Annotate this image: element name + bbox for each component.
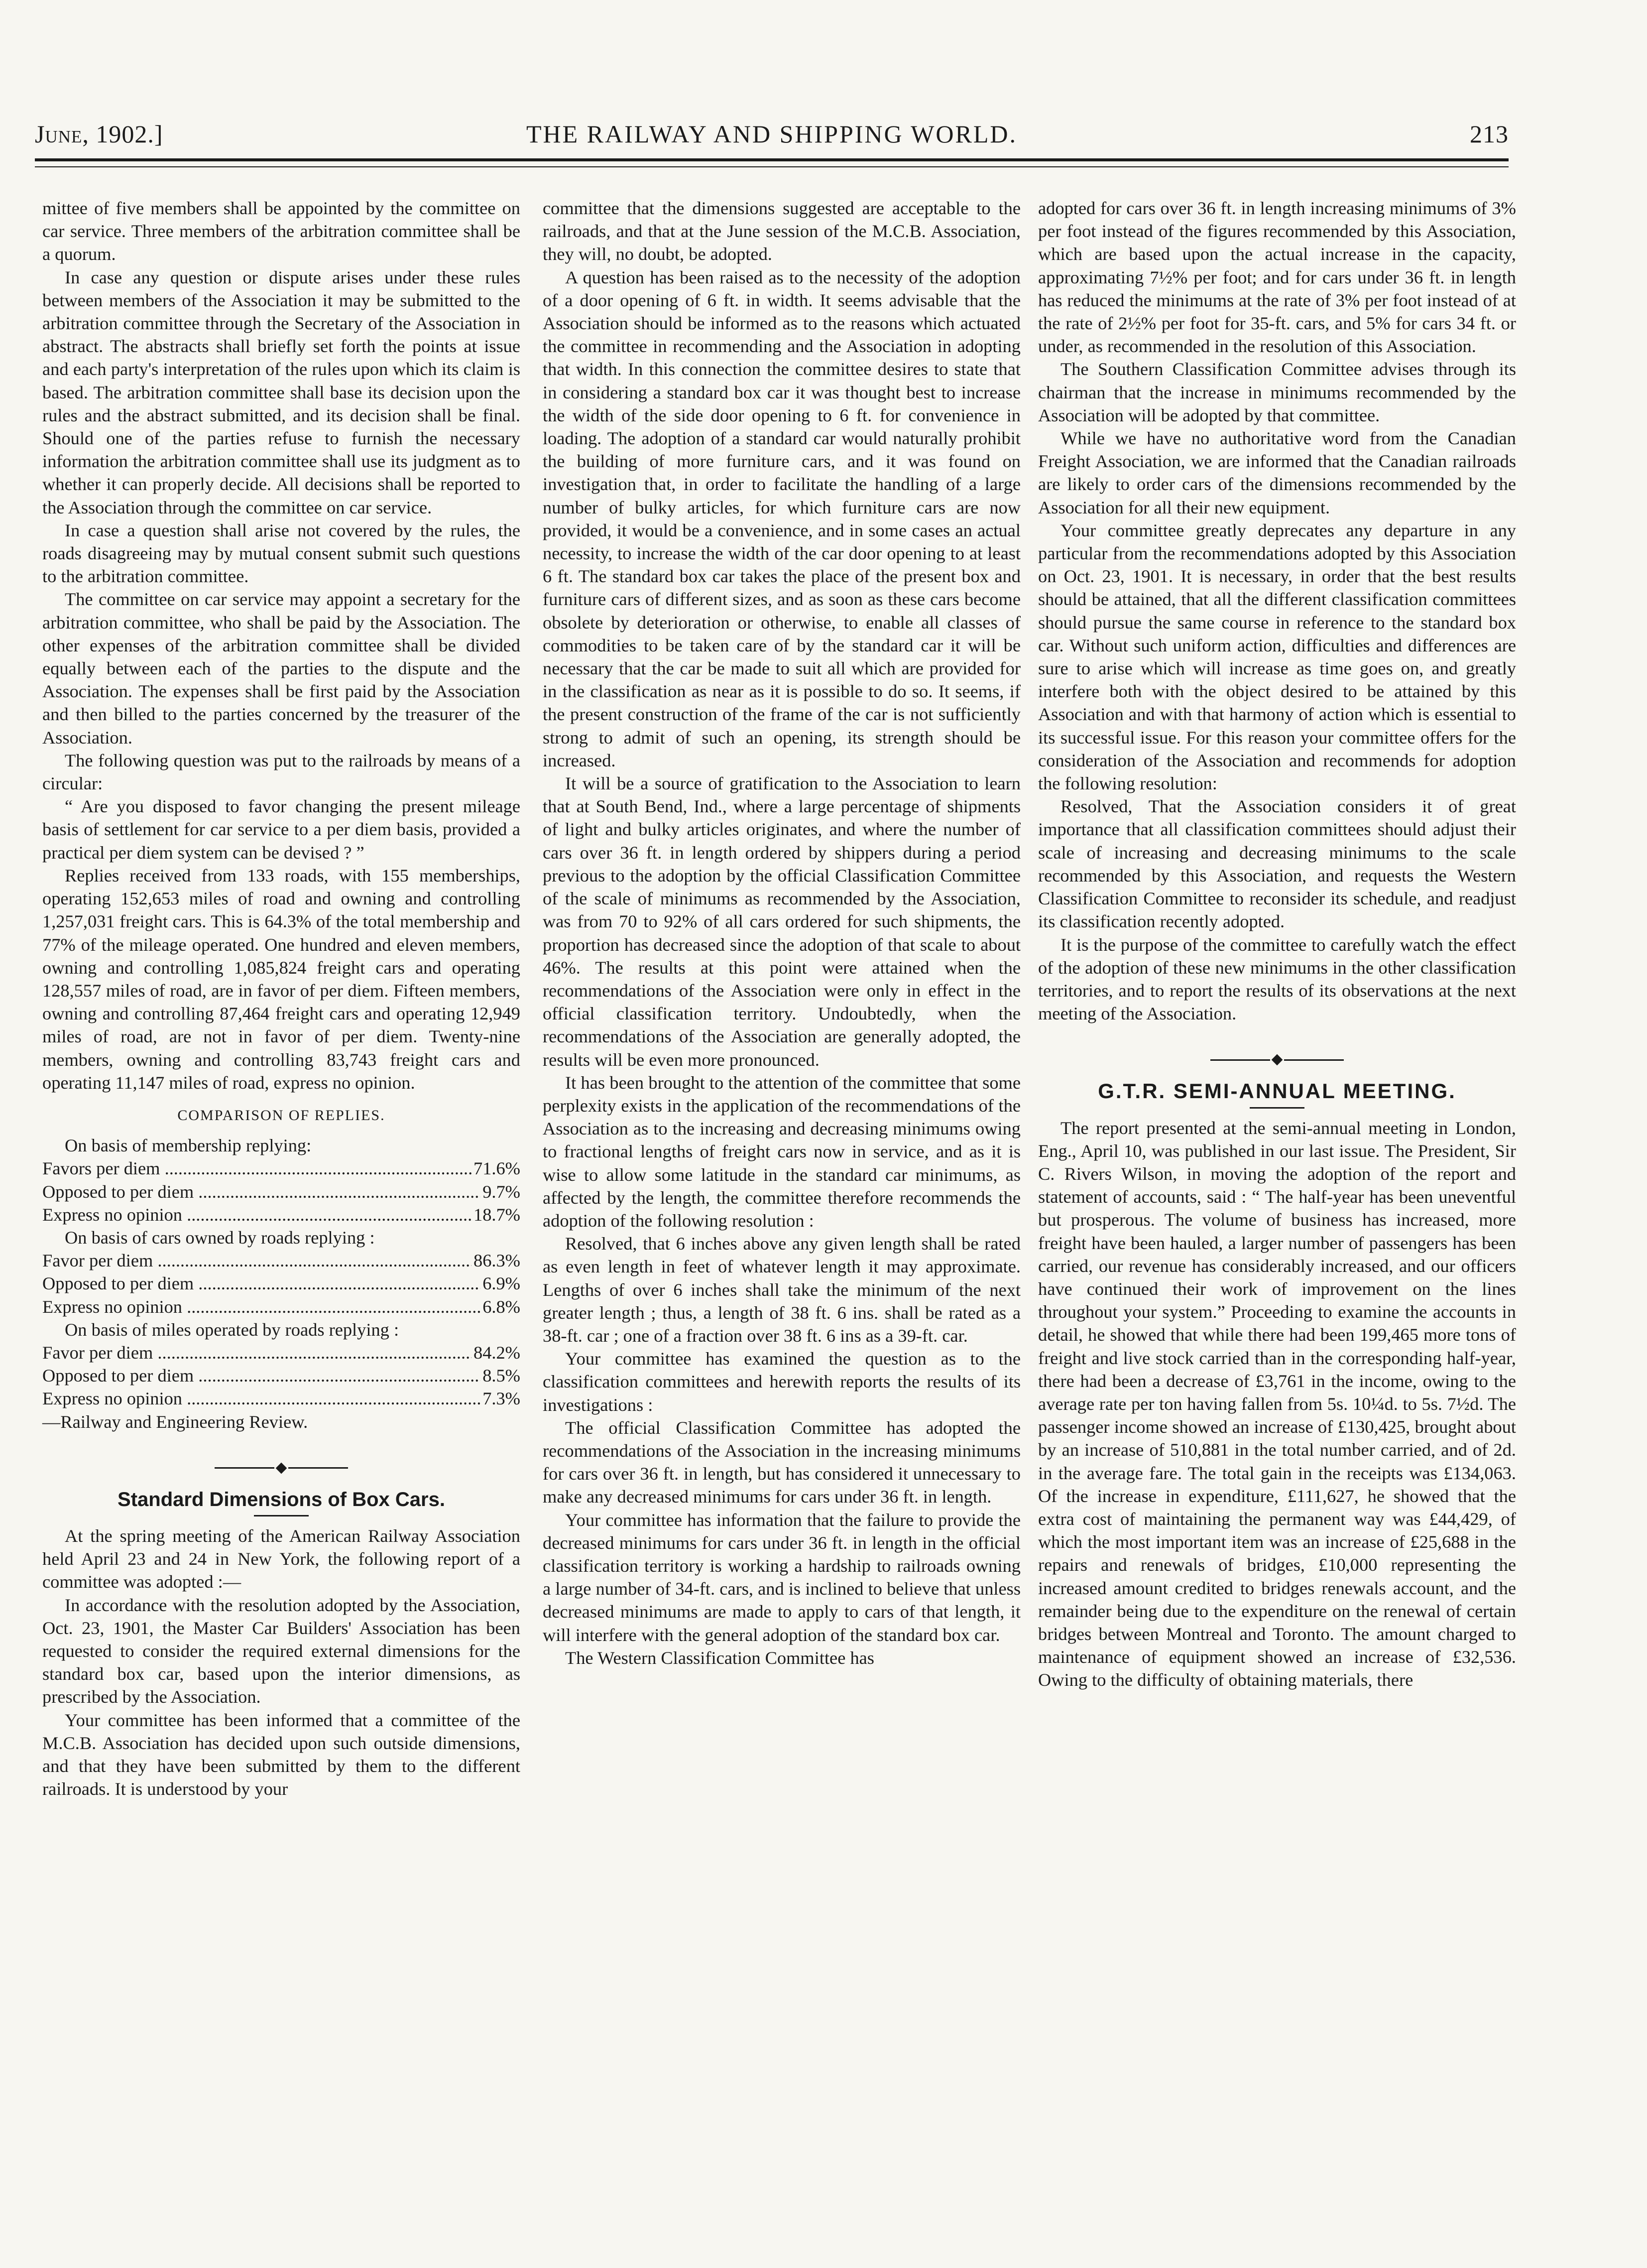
header-rule-thin — [35, 166, 1509, 167]
issue-date: June, 1902.] — [35, 120, 163, 148]
comparison-label: Express no opinion ..... — [42, 1387, 480, 1410]
comparison-row — [42, 1387, 520, 1410]
paragraph: The Western Classification Committee has — [565, 1647, 874, 1668]
section-divider — [42, 1463, 520, 1473]
title-rule — [1250, 1107, 1304, 1109]
paragraph: Your committee greatly deprecates any departure in any particular from the recommendations adopted by this Association on Oct. 23, 1901. It is necessary, in order that the best results should be attained, that all the different classification committees should pursue the same course in reference to the standard box car. Without such uniform action, difficulties and differences are sure to arise which will increase as time goes on, and greatly interfere both with the object desired to be attained by this Association and with that harmony of action which is essential to its successful issue. For this reason your committee offers for the consideration of the Association and recommends for adoption the following resolution: — [1038, 520, 1516, 794]
comparison-label: Favor per diem ..... — [42, 1341, 471, 1364]
comparison-value: 18.7% — [473, 1204, 520, 1225]
comparison-value: 86.3% — [473, 1251, 520, 1271]
paragraph: In case a question shall arise not covered by the rules, the roads disagreeing may by mutual consent submit such questions to the arbitration committee. — [42, 520, 520, 587]
comparison-label: Favors per diem ..... — [42, 1157, 471, 1180]
paragraph: The official Classification Committee has adopted the recommendations of the Association in the increasing minimums for cars over 36 ft. in length, but has considered it unnecessary to make any decreased minimums for cars under 36 ft. in length. — [543, 1417, 1021, 1507]
column-1 — [42, 197, 520, 1800]
comparison-row — [42, 1157, 520, 1180]
comparison-heading: On basis of cars owned by roads replying : — [65, 1227, 375, 1248]
column-2 — [543, 197, 1021, 1669]
comparison-label: Opposed to per diem ..... — [42, 1272, 480, 1295]
paragraph: A question has been raised as to the necessity of the adoption of a door opening of 6 ft. in width. It seems advisable that the Association should be informed as to the reasons which actuated the committee in recommending and the Association in adopting that width. In this connection the committee desires to state that in considering a standard box car it was thought best to increase the width of the side door opening to 6 ft. for convenience in loading. The adoption of a standard car would naturally prohibit the building of more furniture cars, and it was found on investigation that, in order to facilitate the handling of a large number of bulky articles, for which furniture cars are now provided, it would be a convenience, and in some cases an actual necessity, to increase the width of the car door opening to at least 6 ft. The standard box car takes the place of the present box and furniture cars of different sizes, and as soon as these cars become obsolete by deterioration or otherwise, to enable all classes of commodities to be taken care of by the standard car it will be necessary that the car be made to suit all which are provided for in the classification as near as it is possible to do so. It seems, if the present construction of the frame of the car is not sufficiently strong to admit of such an opening, its strength should be increased. — [543, 267, 1021, 770]
comparison-group — [42, 1134, 520, 1226]
paragraph: While we have no authoritative word from the Canadian Freight Association, we are informed that the Canadian railroads are likely to order cars of the dimensions recommended by the Association for all their new equipment. — [1038, 428, 1516, 517]
comparison-row — [42, 1295, 520, 1318]
section-title: G.T.R. SEMI-ANNUAL MEETING. — [1098, 1079, 1456, 1103]
comparison-title: COMPARISON OF REPLIES. — [177, 1107, 385, 1124]
comparison-value: 7.3% — [482, 1388, 520, 1409]
paragraph: At the spring meeting of the American Railway Association held April 23 and 24 in New York, the following report of a committee was adopted :— — [42, 1525, 520, 1592]
paragraph: It has been brought to the attention of the committee that some perplexity exists in the application of the recommendations of the Association as to the increasing and decreasing minimums owing to fractional lengths of freight cars now in service, and as it is wise to allow some latitude in the standard car minimums, as affected by the length, the committee therefore recommends the adoption of the following resolution : — [543, 1072, 1021, 1231]
comparison-row — [42, 1203, 520, 1226]
comparison-value: 6.9% — [482, 1273, 520, 1294]
paragraph: The following question was put to the railroads by means of a circular: — [42, 750, 520, 794]
page-number: 213 — [1470, 120, 1509, 148]
paragraph: committee that the dimensions suggested are acceptable to the railroads, and that at the June session of the M.C.B. Association, they will, no doubt, be adopted. — [543, 198, 1021, 264]
header-rule-thick — [35, 158, 1509, 161]
comparison-row — [42, 1272, 520, 1295]
comparison-label: Opposed to per diem ..... — [42, 1180, 480, 1203]
paragraph: Resolved, that 6 inches above any given length shall be rated as even length in feet of whatever length it may approximate. Lengths of over 6 inches shall take the minimum of the next greater length ; thus, a length of 38 ft. 6 ins. shall be rated as a 38-ft. car ; one of a fraction over 38 ft. 6 ins as a 39-ft. car. — [543, 1234, 1021, 1346]
comparison-row — [42, 1249, 520, 1272]
comparison-row — [42, 1341, 520, 1364]
title-rule — [254, 1515, 309, 1516]
comparison-group — [42, 1226, 520, 1318]
comparison-value: 6.8% — [482, 1296, 520, 1317]
comparison-heading: On basis of miles operated by roads replying : — [65, 1319, 399, 1340]
comparison-row — [42, 1364, 520, 1387]
paragraph: The Southern Classification Committee advises through its chairman that the increase in minimums recommended by the Association will be adopted by that committee. — [1038, 359, 1516, 425]
paragraph: Your committee has been informed that a committee of the M.C.B. Association has decided upon such outside dimensions, and that they have been submitted by them to the different railroads. It is understood by your — [42, 1710, 520, 1799]
comparison-row — [42, 1180, 520, 1203]
comparison-value: 8.5% — [482, 1366, 520, 1386]
column-3 — [1038, 197, 1516, 1692]
paragraph: In accordance with the resolution adopted by the Association, Oct. 23, 1901, the Master Car Builders' Association has been requested to consider the required external dimensions for the standard box car, based upon the interior dimensions, as prescribed by the Association. — [42, 1595, 520, 1707]
page-header — [35, 115, 1509, 154]
section-divider — [1038, 1055, 1516, 1065]
section-title: Standard Dimensions of Box Cars. — [118, 1488, 445, 1511]
comparison-value: 84.2% — [473, 1342, 520, 1363]
comparison-value: 71.6% — [473, 1158, 520, 1179]
paragraph: Replies received from 133 roads, with 155 memberships, operating 152,653 miles of road and owning and controlling 1,257,031 freight cars. This is 64.3% of the total membership and 77% of the mileage operated. One hundred and eleven members, owning and controlling 1,085,824 freight cars and operating 128,557 miles of road, are in favor of per diem. Fifteen members, owning and controlling 87,464 freight cars and operating 12,949 miles of road, are not in favor of per diem. Twenty-nine members, owning and controlling 83,743 freight cars and operating 11,147 miles of road, express no opinion. — [42, 865, 520, 1093]
paragraph: mittee of five members shall be appointed by the committee on car service. Three members of the arbitration committee shall be a quorum. — [42, 198, 520, 264]
source-credit: —Railway and Engineering Review. — [42, 1411, 308, 1432]
comparison-label: Express no opinion ..... — [42, 1203, 471, 1226]
paragraph: In case any question or dispute arises under these rules between members of the Association it may be submitted to the arbitration committee through the Secretary of the Association in abstract. The abstracts shall briefly set forth the points at issue and each party's interpretation of the rules upon which its claim is based. The arbitration committee shall base its decision upon the rules and the abstract submitted, and its decision shall be final. Should one of the parties refuse to furnish the necessary information the arbitration committee shall use its judgment as to whether it can properly decide. All decisions shall be reported to the Association through the committee on car service. — [42, 267, 520, 517]
comparison-value: 9.7% — [482, 1181, 520, 1202]
comparison-group — [42, 1318, 520, 1433]
paragraph: The committee on car service may appoint a secretary for the arbitration committee, who shall be paid by the Association. The other expenses of the arbitration committee shall be divided equally between each of the parties to the dispute and the Association. The expenses shall be first paid by the Association and then billed to the parties concerned by the treasurer of the Association. — [42, 589, 520, 748]
comparison-label: Opposed to per diem ..... — [42, 1364, 480, 1387]
paragraph: The report presented at the semi-annual meeting in London, Eng., April 10, was published in our last issue. The President, Sir C. Rivers Wilson, in moving the adoption of the report and statement of accounts, said : “ The half-year has been uneventful but prosperous. The volume of business has increased, more freight have been hauled, a larger number of passengers has been carried, our revenue has considerably increased, and our officers have continued their work of improvement on the lines throughout your system.” Proceeding to examine the accounts in detail, he showed that while there had been 199,465 more tons of freight and live stock carried than in the corresponding half-year, there had been a decrease of £3,761 in the income, owing to the average rate per ton having fallen from 5s. 10¼d. to 5s. 7½d. The passenger income showed an increase of £130,425, brought about by an increase of 510,881 in the total number carried, and of 2d. in the average fare. The total gain in the receipts was £134,063. Of the increase in expenditure, £111,627, he showed that the extra cost of maintaining the permanent way was £44,429, of which the most important item was an increase of £25,688 in the repairs and renewals of bridges, £10,000 representing the increased amount credited to bridges renewals account, and the remainder being due to the expenditure on the renewal of certain bridges between Montreal and Toronto. The amount charged to maintenance of equipment showed an increase of £32,536. Owing to the difficulty of obtaining materials, there — [1038, 1118, 1516, 1690]
paragraph: Resolved, That the Association considers it of great importance that all classification committees should adjust their scale of increasing and decreasing minimums to the scale recommended by this Association, and requests the Western Classification Committee to reconsider its schedule, and readjust its classification recently adopted. — [1038, 796, 1516, 932]
publication-title: THE RAILWAY AND SHIPPING WORLD. — [526, 120, 1018, 148]
comparison-heading: On basis of membership replying: — [65, 1135, 312, 1156]
paragraph: It will be a source of gratification to the Association to learn that at South Bend, Ind., where a large percentage of shipments of light and bulky articles originates, and where the number of cars over 36 ft. in length ordered by shippers during a period previous to the adoption by the official Classification Committee of the scale of minimums as recommended by the Association, was from 70 to 92% of all cars ordered for such shipments, the proportion has decreased since the adoption of that scale to about 46%. The results at this point were attained when the recommendations of the Association were only in effect in the official classification territory. Undoubtedly, when the recommendations of the Association are generally adopted, the results will be even more pronounced. — [543, 773, 1021, 1070]
paragraph: Your committee has information that the failure to provide the decreased minimums for cars under 36 ft. in length in the official classification territory is working a hardship to railroads owning a large number of 34-ft. cars, and is inclined to believe that unless decreased minimums are made to apply to cars of that length, it will interfere with the general adoption of the standard box car. — [543, 1510, 1021, 1645]
paragraph: Your committee has examined the question as to the classification committees and herewith reports the results of its investigations : — [543, 1349, 1021, 1415]
paragraph: It is the purpose of the committee to carefully watch the effect of the adoption of these new minimums in the other classification territories, and to report the results of its observations at the next meeting of the Association. — [1038, 934, 1516, 1024]
paragraph: adopted for cars over 36 ft. in length increasing minimums of 3% per foot instead of the figures recommended by this Association, which are based upon the actual increase in the capacity, approximating 7½% per foot; and for cars under 36 ft. in length has reduced the minimums at the rate of 3% per foot instead of at the rate of 2½% per foot for 35-ft. cars, and 5% for cars 34 ft. or under, as recommended in the resolution of this Association. — [1038, 198, 1516, 357]
comparison-label: Express no opinion ..... — [42, 1295, 480, 1318]
comparison-label: Favor per diem ..... — [42, 1249, 471, 1272]
paragraph: “ Are you disposed to favor changing the present mileage basis of settlement for car service to a per diem basis, provided a practical per diem system can be devised ? ” — [42, 796, 520, 863]
